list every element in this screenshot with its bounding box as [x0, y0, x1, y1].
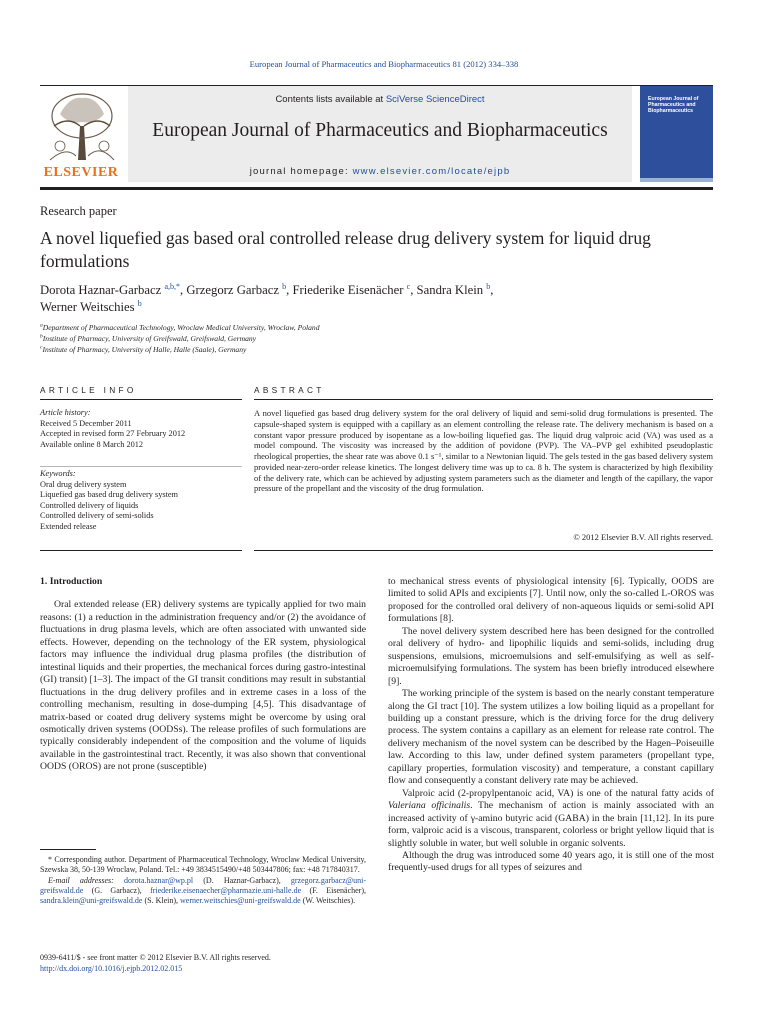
- keyword: Liquefied gas based drug delivery system: [40, 490, 179, 500]
- paragraph: [388, 788, 714, 850]
- journal-cover-strip: [640, 178, 713, 182]
- affiliation: [40, 344, 640, 355]
- sciencedirect-link[interactable]: SciVerse ScienceDirect: [385, 94, 485, 105]
- right-column: [388, 576, 714, 875]
- article-history: [40, 408, 245, 450]
- footnote-rule: [40, 849, 96, 850]
- author: Werner Weitschies: [40, 300, 135, 314]
- affiliation-mark: a: [40, 322, 43, 329]
- article-info-top-rule: [40, 399, 242, 400]
- affiliation-mark: c: [40, 344, 43, 351]
- abstract-heading: ABSTRACT: [254, 385, 325, 395]
- affiliation-text: Institute of Pharmacy, University of Greifswald, Greifswald, Germany: [42, 334, 257, 343]
- keywords-divider: [40, 466, 242, 467]
- header-bottom-rule: [40, 187, 713, 190]
- species-name: Valeriana officinalis: [388, 800, 471, 812]
- history-entry: Received 5 December 2011: [40, 418, 132, 428]
- issn-line: 0939-6411/$ - see front matter © 2012 Elsevier B.V. All rights reserved.: [40, 953, 271, 962]
- history-entry: Available online 8 March 2012: [40, 439, 144, 449]
- contents-lists-line: [128, 94, 632, 105]
- paragraph: The working principle of the system is based on the nearly constant temperature along the GI tract [10]. The system utilizes a low boiling liquid as a propellant for building up a constant pressure, which is the driving force for the drug delivery process. The system contains a capillary as an element for release rate control. The delivery mechanism of the novel system can be described by the Hagen–Poiseuille law. According to this law, under defined system parameters (propellant type, capillary properties, formulation viscosity) and temperature, a constant capillary flow and consequently a constant delivery rate may be achieved.: [388, 688, 714, 787]
- affiliation-text: Department of Pharmaceutical Technology, Wroclaw Medical University, Wroclaw, Poland: [42, 323, 320, 332]
- keywords-label: Keywords:: [40, 469, 76, 478]
- journal-cover-title: European Journal of Pharmaceutics and Biopharmaceutics: [648, 96, 699, 114]
- abstract-bottom-rule: [254, 550, 713, 551]
- article-history-label: Article history:: [40, 408, 91, 417]
- footnotes: [40, 855, 366, 906]
- paragraph-text: . The mechanism of action is mainly associated with an increased activity of γ-amino butyric acid (GABA) in the brain [11,12]. In its pure form, valproic acid is a viscous, transparent, colorless or bright yellow liquid that is slightly soluble in water, but well soluble in organic solvents.: [388, 800, 714, 849]
- front-matter: [40, 953, 271, 974]
- email-link[interactable]: grzegorz.garbacz@uni-greifswald.de: [40, 875, 366, 895]
- keyword: Controlled delivery of liquids: [40, 500, 139, 510]
- article-info-heading: ARTICLE INFO: [40, 385, 137, 395]
- email-label: E-mail addresses:: [48, 875, 114, 885]
- keyword: Extended release: [40, 521, 97, 531]
- affiliation-mark: b: [40, 333, 43, 340]
- author: Dorota Haznar-Garbacz: [40, 283, 162, 297]
- paragraph: Oral extended release (ER) delivery systems are typically applied for two main reasons: (1) a reduction in the administration frequency and/or (2) the avoidance of fluctuations in drug plasma levels, which are often associated with unwanted side effects. However, depending on the technology of the ER system, physiological factors may influence the individual drug plasma profiles (the distribution of intestinal liquids and their properties, the mechanical forces during gastro-intestinal (GI) transit) [1–3]. The impact of the GI transit conditions may result in substantial fluctuations in the drug delivery profiles and in extreme cases in a loss of the controlling mechanism, resulting in dose-dumping [4,5]. This disadvantage of matrix-based or coated drug delivery systems might be overcome by using oral osmotically driven systems (OODSs). The release profiles of such formulations are typically considerably independent of the composition and the volume of liquids available in the gastrointestinal tract. Recently, it was also shown that conventional OODS (OROS) are not prone (susceptible): [40, 599, 366, 773]
- author-separator: ,: [286, 283, 293, 297]
- email-owner: (F. Eisenächer),: [301, 885, 367, 895]
- elsevier-wordmark: ELSEVIER: [43, 165, 119, 180]
- journal-citation[interactable]: European Journal of Pharmaceutics and Biopharmaceutics 81 (2012) 334–338: [249, 59, 519, 69]
- paragraph-text: Valproic acid (2-propylpentanoic acid, VA) is one of the natural fatty acids of: [402, 787, 714, 799]
- author-affiliation-mark[interactable]: b: [282, 281, 287, 291]
- email-addresses: [40, 876, 366, 907]
- abstract-copyright: © 2012 Elsevier B.V. All rights reserved.: [573, 532, 713, 542]
- keywords: [40, 469, 245, 533]
- keyword: Controlled delivery of semi-solids: [40, 511, 154, 521]
- author: Friederike Eisenächer: [292, 283, 404, 297]
- article-type: Research paper: [40, 204, 117, 218]
- paragraph: The novel delivery system described here has been designed for the controlled oral delivery of hydro- and lipophilic liquids and semi-solids, including drug suspensions, emulsions, microemulsions and self-emulsifying as well as self-microemulsifying formulations. The system has been briefly introduced elsewhere [9].: [388, 625, 714, 687]
- affiliation: [40, 322, 640, 333]
- email-link[interactable]: werner.weitschies@uni-greifswald.de: [180, 896, 301, 906]
- affiliation-text: Institute of Pharmacy, University of Halle, Halle (Saale), Germany: [42, 345, 247, 354]
- paragraph: Although the drug was introduced some 40 years ago, it is still one of the most frequently-used drugs for all types of seizures and: [388, 849, 714, 874]
- homepage-prefix: journal homepage:: [249, 166, 353, 177]
- homepage-link[interactable]: www.elsevier.com/locate/ejpb: [352, 166, 511, 177]
- abstract-top-rule: [254, 399, 713, 400]
- article-title: A novel liquefied gas based oral controlled release drug delivery system for liquid drug formulations: [40, 228, 651, 271]
- email-link[interactable]: dorota.haznar@wp.pl: [123, 875, 194, 885]
- section-heading-introduction: 1. Introduction: [40, 576, 103, 587]
- corresponding-author-note: * Corresponding author. Department of Pharmaceutical Technology, Wroclaw Medical University, Szewska 38, 50-139 Wroclaw, Poland. Tel.: +49 3834515490/+48 503447806; fax: +48 717840317.: [40, 855, 366, 875]
- affiliation-list: [40, 322, 640, 355]
- abstract-text: A novel liquefied gas based drug delivery system for the oral delivery of liquid and semi-solid drug formulations is presented. The capsule-shaped system is equipped with a capillary as an element controlling the release rate. The delivery mechanism is based on a constant vapor pressure produced by isopentane as a low-boiling liquefied gas. The liquid drug valproic acid (VA) was used as a model compound. The viscosity was increased by the addition of povidone (PVP). The VA–PVP gel exhibited pseudoplastic rheological properties, the shear rate was above 0.1 s⁻¹, similar to a Newtonian liquid. The gels tested in the gas based delivery system provided near-zero-order release kinetics. The longest delivery time was up to ca. 8 h. The system is characterized by high flexibility of the delivery rate, which can be achieved by adjusting system parameters such as the diameter and length of the capillary, the vapor pressure of the propellant and the viscosity of the drug formulation.: [254, 408, 713, 494]
- article-info-bottom-rule: [40, 550, 242, 551]
- author-separator: ,: [410, 283, 417, 297]
- email-link[interactable]: sandra.klein@uni-greifswald.de: [40, 896, 143, 906]
- email-owner: (D. Haznar-Garbacz),: [193, 875, 291, 885]
- keyword: Oral drug delivery system: [40, 479, 127, 489]
- doi-link[interactable]: http://dx.doi.org/10.1016/j.ejpb.2012.02.015: [40, 963, 183, 973]
- author-affiliation-mark[interactable]: b: [486, 281, 491, 291]
- email-link[interactable]: friederike.eisenaecher@pharmazie.uni-halle.de: [150, 885, 302, 895]
- history-entry: Accepted in revised form 27 February 2012: [40, 429, 186, 439]
- author-separator: ,: [490, 283, 494, 297]
- email-owner: (S. Klein),: [142, 896, 181, 906]
- affiliation: [40, 333, 640, 344]
- journal-homepage-line: [128, 166, 632, 177]
- author: Grzegorz Garbacz: [186, 283, 279, 297]
- author: Sandra Klein: [416, 283, 484, 297]
- paragraph: to mechanical stress events of physiological intensity [6]. Typically, OODS are limited to solid APIs and excipients [7]. Until now, only the so-called L-OROS was proposed for the controlled oral delivery of non-aqueous liquids or semi-solid API formulations [8].: [388, 576, 714, 625]
- author-separator: ,: [180, 283, 187, 297]
- left-column: [40, 576, 366, 774]
- email-owner: (W. Weitschies).: [300, 896, 356, 906]
- email-owner: (G. Garbacz),: [83, 885, 151, 895]
- contents-prefix: Contents lists available at: [275, 94, 386, 105]
- author-list: [40, 282, 720, 316]
- author-affiliation-mark[interactable]: c: [406, 281, 411, 291]
- author-affiliation-mark[interactable]: a,b,*: [164, 281, 180, 291]
- journal-title: European Journal of Pharmaceutics and Biopharmaceutics: [152, 120, 608, 141]
- author-affiliation-mark[interactable]: b: [137, 298, 142, 308]
